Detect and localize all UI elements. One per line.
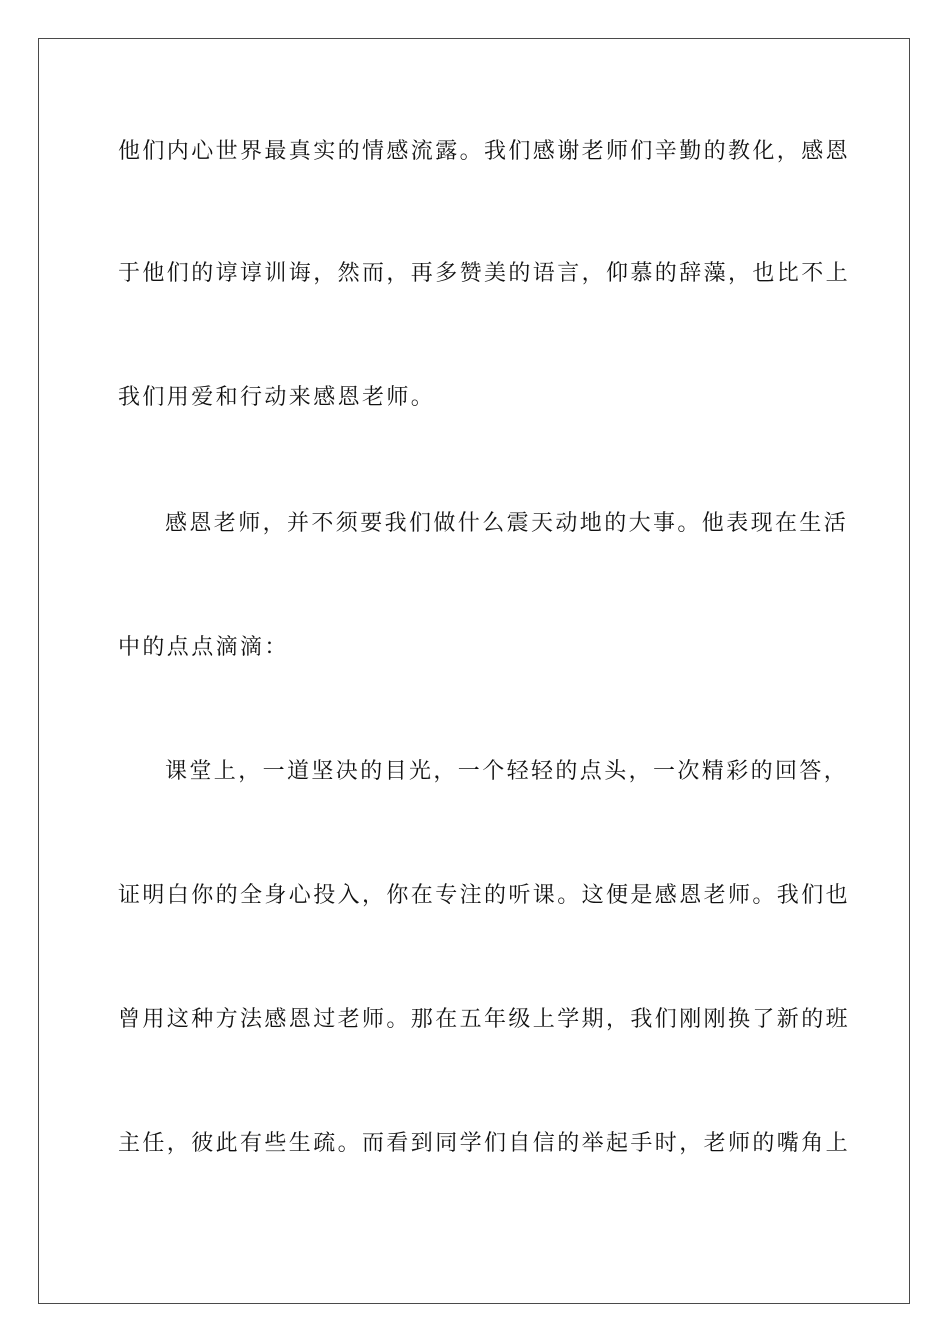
text-line-2: 于他们的谆谆训诲，然而，再多赞美的语言，仰慕的辞藻，也比不上	[118, 261, 851, 286]
page-border	[38, 38, 910, 1304]
text-line-3: 我们用爱和行动来感恩老师。	[118, 385, 436, 410]
text-line-1: 他们内心世界最真实的情感流露。我们感谢老师们辛勤的教化，感恩	[118, 139, 851, 164]
paragraph-2-line-1: 感恩老师，并不须要我们做什么震天动地的大事。他表现在生活	[165, 511, 849, 536]
paragraph-3-line-4: 主任，彼此有些生疏。而看到同学们自信的举起手时，老师的嘴角上	[118, 1131, 851, 1156]
paragraph-3-line-1: 课堂上，一道坚决的目光，一个轻轻的点头，一次精彩的回答，	[165, 759, 849, 784]
paragraph-2-line-2: 中的点点滴滴：	[118, 635, 289, 660]
paragraph-3-line-3: 曾用这种方法感恩过老师。那在五年级上学期，我们刚刚换了新的班	[118, 1007, 851, 1032]
paragraph-3-line-2: 证明白你的全身心投入，你在专注的听课。这便是感恩老师。我们也	[118, 883, 851, 908]
